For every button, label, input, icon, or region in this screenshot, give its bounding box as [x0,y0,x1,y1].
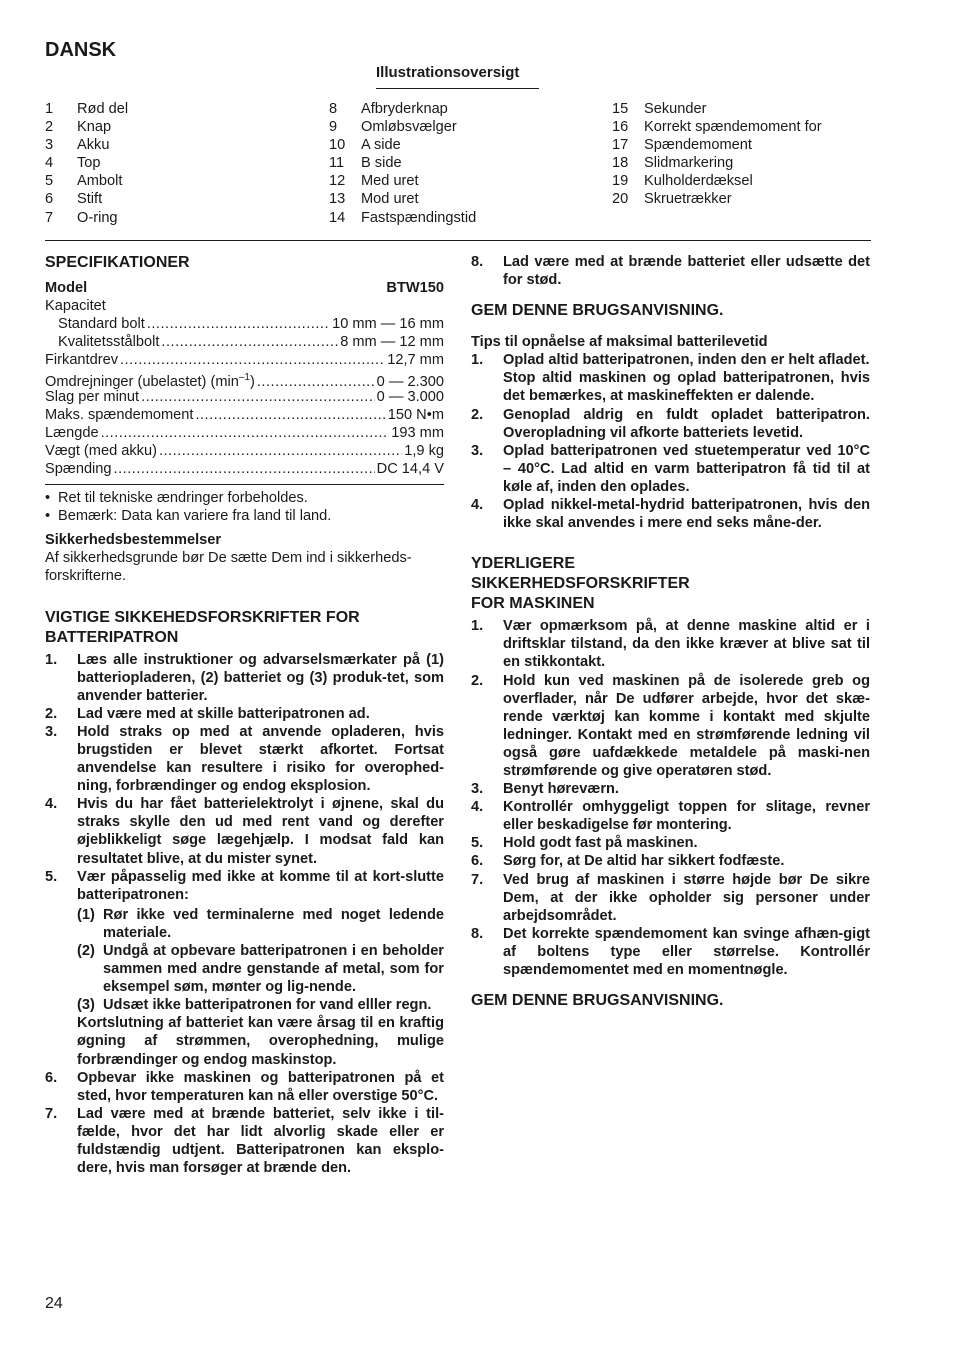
legend-number: 15 [612,101,629,117]
bullet-dot: • [45,508,51,525]
list-number: 1. [45,651,58,668]
spec-row [45,333,444,351]
leader-dots [147,315,330,333]
spec-label: Vægt (med akku) [45,442,157,459]
legend-number: 13 [329,191,346,208]
sub-list [45,906,444,1069]
specifications-heading: SPECIFIKATIONER [45,254,190,271]
spec-label: Længde [45,424,99,441]
language-heading: DANSK [45,39,117,61]
spec-row [45,424,444,442]
note-bullet [45,507,444,525]
list-item [471,351,870,405]
spec-label: Kvalitetsstålbolt [58,334,160,351]
list-number: 8. [471,254,484,270]
legend-number: 1 [45,101,54,117]
list-item [471,406,870,442]
spec-row [45,315,444,333]
legend-text: Korrekt spændemoment for [644,119,822,136]
sub-list-item [77,942,444,996]
spec-label: Standard bolt [58,316,145,333]
legend-item [45,190,305,208]
legend-item [45,172,305,190]
legend-item [612,100,902,118]
list-number: 1. [471,352,484,369]
list-number: 1. [471,618,484,635]
capacity-text: Kapacitet [45,298,106,315]
legend-number: 9 [329,119,338,136]
list-item [45,705,444,723]
legend-text: Stift [77,191,103,208]
legend-text: Omløbsvælger [361,119,457,136]
model-value: BTW150 [386,280,444,296]
list-number: 4. [45,796,58,813]
list-text: Sørg for, at De altid har sikkert fodfæste. [503,853,785,870]
legend-item [612,118,902,136]
leader-dots [114,460,375,478]
legend-number: 16 [612,119,629,136]
legend-item [612,136,902,154]
sub-list-number: (1) [77,906,95,923]
battery-safety-heading [45,608,444,648]
battery-heading-line: VIGTIGE SIKKEHEDSFORSKRIFTER FOR [45,608,360,626]
leader-dots [120,351,385,369]
legend-text: B side [361,155,402,172]
list-item [471,617,870,671]
illustration-overview-title: Illustrationsoversigt [376,64,539,89]
battery-heading-line: BATTERIPATRON [45,628,179,646]
list-text: Vær opmærksom på, at denne maskine altid er i driftsklar tilstand, da den ikke kræver at blive sat til en stikkontakt. [503,618,870,671]
legend-text: Knap [77,119,112,136]
legend-item [329,100,589,118]
legend-item [45,100,305,118]
capacity-label [45,297,444,315]
list-number: 6. [45,1069,58,1086]
spec-row [45,460,444,478]
leader-dots [159,442,402,460]
list-number: 4. [471,497,484,514]
leader-dots [141,388,375,406]
spec-row [45,406,444,424]
spec-value: 150 N•m [387,406,444,423]
page-number: 24 [45,1295,63,1312]
list-text: Lad være med at brænde batteriet, selv ikke i til-fælde, hvor det har lidt alvorlig skade eller er fuldstændig udtjent. Batteripatronen kan eksplo-dere, hvis man forsøger at brænde den. [77,1105,444,1177]
list-number: 2. [471,406,484,423]
list-item [45,1105,444,1177]
spec-value: 0 — 2.300 [376,374,444,391]
legend-number: 4 [45,155,54,172]
legend-item [612,190,902,208]
list-text: Det korrekte spændemoment kan svinge afhæn-gigt af boltens type eller størrelse. Kontrollér spændemomentet med en momentnøgle. [503,925,870,978]
legend-item [329,209,589,227]
machine-list [471,617,870,979]
battery-list [45,651,444,1178]
short-circuit-note: Kortslutning af batteriet kan være årsag til en kraftig øgning af strømmen, overophedning, mulige forbrændinger og endog maskinstop. [77,1015,444,1068]
legend-item [329,154,589,172]
list-item [471,798,870,834]
list-text: Lad være med at brænde batteriet eller udsætte det for stød. [503,254,870,289]
leader-dots [195,406,385,424]
leader-dots [161,333,338,351]
list-number: 2. [471,672,484,689]
list-number: 6. [471,853,484,870]
legend-number: 17 [612,137,629,154]
list-item [45,651,444,705]
list-item [471,871,870,925]
legend-item [612,154,902,172]
model-row [45,279,444,297]
spec-label-superscript: –1 [238,372,250,384]
list-text [503,351,870,405]
legend-number: 20 [612,191,629,208]
list-number: 5. [471,835,484,852]
list-number: 7. [45,1105,58,1122]
spec-label: Firkantdrev [45,352,118,369]
legend-text: Skruetrækker [644,191,732,208]
spec-row [45,369,444,391]
legend-number: 10 [329,137,346,154]
spec-value: DC 14,4 V [376,460,444,477]
legend-text: Fastspændingstid [361,209,477,226]
legend-column-1 [45,100,305,227]
sub-list-number: (3) [77,997,95,1014]
list-text: Hold godt fast på maskinen. [503,835,698,852]
legend-number: 18 [612,155,629,172]
spec-label-text: Omdrejninger (ubelastet) (min [45,374,239,391]
legend-text: O-ring [77,209,118,226]
list-text: Hold kun ved maskinen på de isolerede greb og overflader, når De udfører arbejde, hvor det skæ-rende værktøj kan komme i kontakt med skjulte ledninger. Kontakt med en strømførende ledning vil også gøre uafdækkede metaldele på maski-nen strømførende og give operatøren stød. [503,672,870,779]
legend-text: Kulholderdæksel [644,173,753,190]
legend-text: Mod uret [361,191,419,208]
sub-list-number: (2) [77,943,95,959]
legend-item [612,172,902,190]
safety-rules-text: Af sikkerhedsgrunde bør De sætte Dem ind i sikkerheds-forskrifterne. [45,550,412,585]
legend-text: Rød del [77,101,129,117]
spec-value: 193 mm [391,424,444,441]
list-item [471,780,870,798]
legend-item [329,172,589,190]
list-item [45,723,444,795]
machine-heading-line: SIKKERHEDSFORSKRIFTER [471,575,690,593]
list-number: 3. [45,723,58,740]
legend-item [329,118,589,136]
model-label: Model [45,280,88,296]
save-instructions-heading: GEM DENNE BRUGSANVISNING. [471,302,724,320]
sub-list-text: Udsæt ikke batteripatronen for vand elller regn. [103,997,432,1014]
list-text-part: Stop altid maskinen og oplad batteripatronen, hvis det bemærkes, at maskineffekten er dalende. [503,370,870,405]
legend-text: Slidmarkering [644,155,734,172]
sub-list-text: Undgå at opbevare batteripatronen i en beholder sammen med andre genstande af metal, som for eksempel søm, mønter og lig-nende. [103,943,444,996]
spec-value: 0 — 3.000 [376,388,444,405]
list-text: Vær påpasselig med ikke at komme til at kort-slutte batteripatronen: [77,868,444,903]
list-number: 3. [471,442,484,459]
note-text: Bemærk: Data kan variere fra land til land. [58,508,332,525]
list-text: Kontrollér omhyggeligt toppen for slitage, revner eller beskadigelse før montering. [503,799,870,834]
list-text: Benyt høreværn. [503,781,619,798]
legend-text: Med uret [361,173,419,190]
legend-number: 8 [329,101,338,117]
spec-value: 10 mm — 16 mm [332,316,444,333]
legend-text: Akku [77,137,110,154]
spec-divider [45,484,444,485]
legend-number: 14 [329,209,346,226]
list-text: Oplad nikkel-metal-hydrid batteripatronen, hvis den ikke skal anvendes i mere end seks måne-der. [503,497,870,532]
spec-row [45,388,444,406]
section-divider [45,240,871,241]
list-text: Hvis du har fået batterielektrolyt i øjnene, skal du straks skylle den ud med rent vand og derefter øjeblikkeligt søge lægehjælp. I modsat fald kan resultatet blive, at du mister synet. [77,796,444,867]
machine-safety-heading [471,554,870,614]
legend-item [45,136,305,154]
legend-text: Afbryderknap [361,101,448,117]
legend-number: 12 [329,173,346,190]
list-number: 8. [471,925,484,942]
safety-rules-heading: Sikkerhedsbestemmelser [45,532,222,549]
legend-number: 6 [45,191,54,208]
list-item [471,253,870,289]
left-column [45,253,444,1177]
machine-heading-line: FOR MASKINEN [471,595,595,613]
legend-text: Top [77,155,101,172]
note-text: Ret til tekniske ændringer forbeholdes. [58,490,308,507]
spec-value: 1,9 kg [404,442,444,459]
legend-text: Sekunder [644,101,707,117]
legend-item [45,154,305,172]
list-item [471,442,870,496]
legend-number: 5 [45,173,54,190]
legend-text: Ambolt [77,173,123,190]
legend-number: 11 [329,155,345,172]
list-item [471,834,870,852]
legend-number: 7 [45,209,54,226]
sub-list-text: Rør ikke ved terminalerne med noget ledende materiale. [103,906,444,941]
legend-column-3 [612,100,902,209]
list-text: Lad være med at skille batteripatronen ad. [77,705,370,722]
legend-item [329,190,589,208]
legend-number: 2 [45,119,54,136]
spec-row [45,442,444,460]
list-item [471,925,870,979]
spec-value: 12,7 mm [387,352,444,369]
legend-number: 19 [612,173,629,190]
legend-text: Spændemoment [644,137,752,154]
list-number: 5. [45,868,58,885]
list-text-part: Oplad altid batteripatronen, inden den er helt afladet. [503,352,870,369]
list-item [45,1069,444,1105]
list-number: 3. [471,781,484,798]
legend-column-2 [329,100,589,227]
right-column [471,253,870,1011]
list-item [471,496,870,532]
list-number: 4. [471,799,484,816]
bullet-dot: • [45,490,51,507]
legend-number: 3 [45,137,54,154]
spec-label: Maks. spændemoment [45,406,194,423]
list-number: 2. [45,705,58,722]
legend-item [45,209,305,227]
sub-list-item [77,906,444,942]
list-number: 7. [471,871,484,888]
sub-list-item [77,996,444,1014]
list-text: Genoplad aldrig en fuldt opladet batteripatron. Overopladning vil afkorte batteriets levetid. [503,406,870,441]
list-text: Oplad batteripatronen ved stuetemperatur ved 10°C – 40°C. Lad altid en varm batteripatron få tid til at køle af, inden den oplades. [503,442,870,495]
list-item [471,852,870,870]
legend-text: A side [361,137,401,154]
spec-row [45,351,444,369]
list-item [45,868,444,904]
tips-heading: Tips til opnåelse af maksimal batterilevetid [471,334,768,351]
list-text: Ved brug af maskinen i større højde bør De sikre Dem, at der ikke opholder sig personer under arbejdsområdet. [503,871,870,924]
list-item [471,672,870,781]
legend-item [329,136,589,154]
note-bullet [45,489,444,507]
spec-label-end: ) [249,374,255,391]
spec-value: 8 mm — 12 mm [340,334,444,351]
spec-label: Slag per minut [45,388,140,405]
tips-list [471,351,870,532]
machine-heading-line: YDERLIGERE [471,555,576,573]
legend-item [45,118,305,136]
list-text: Hold straks op med at anvende opladeren, hvis brugstiden er blevet stærkt afkortet. Fortsat anvendelse kan resultere i risiko for overophed-ning, forbrændinger og endog eksplosion. [77,723,444,795]
leader-dots [101,424,390,442]
list-text: Opbevar ikke maskinen og batteripatronen på et sted, hvor temperaturen kan nå eller overstige 50°C. [77,1069,444,1104]
save-instructions-heading-2: GEM DENNE BRUGSANVISNING. [471,992,724,1010]
spec-label: Spænding [45,460,112,477]
list-text: Læs alle instruktioner og advarselsmærkater på (1) batteriopladeren, (2) batteriet og (3) produk-tet, som anvender batterier. [77,651,444,704]
list-item [45,795,444,867]
